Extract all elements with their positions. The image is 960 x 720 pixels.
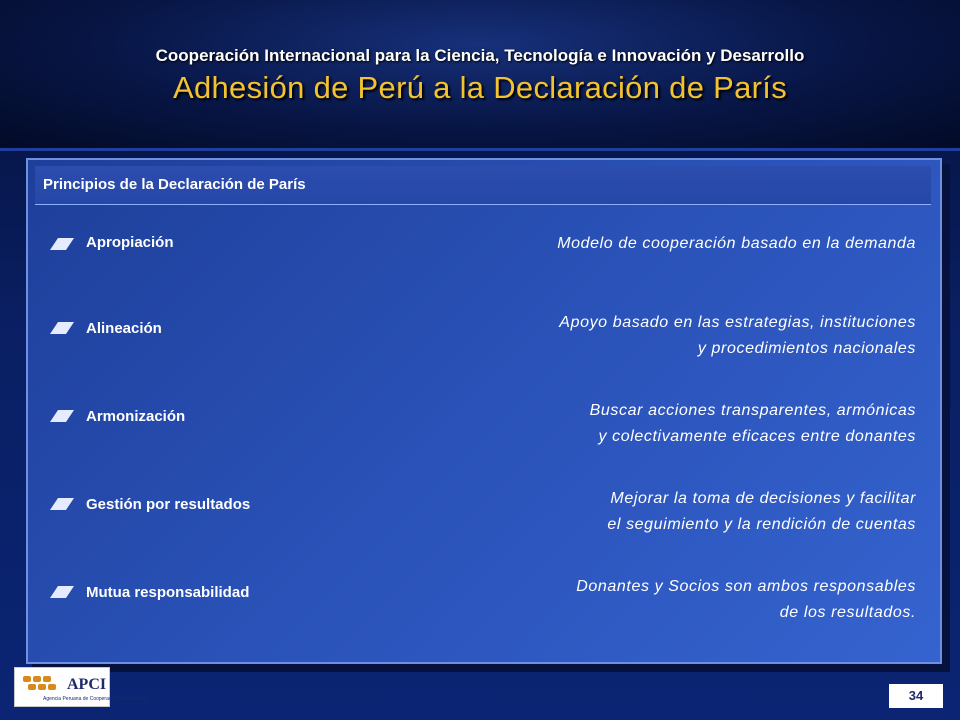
principle-description	[436, 231, 916, 257]
apci-emblem-icon	[21, 674, 63, 694]
principle-description	[436, 398, 916, 450]
logo-text: APCI	[67, 676, 107, 693]
description-line: Modelo de cooperación basado en la demanda	[557, 235, 916, 252]
bullet-icon	[50, 498, 74, 510]
description-line: Mejorar la toma de decisiones y facilitar	[610, 490, 916, 507]
principle-label: Gestión por resultados	[86, 496, 251, 513]
bullet-icon	[50, 586, 74, 598]
slide-subtitle: Cooperación Internacional para la Ciencia, Tecnología e Innovación y Desarrollo	[155, 46, 805, 65]
bullet-icon	[50, 322, 74, 334]
apci-logo	[14, 667, 149, 707]
header-banner	[0, 0, 960, 151]
description-line: Donantes y Socios son ambos responsables	[576, 578, 916, 595]
slide-title: Adhesión de Perú a la Declaración de París	[172, 70, 787, 105]
principle-description	[436, 486, 916, 538]
panel-header	[35, 166, 931, 205]
description-line: y procedimientos nacionales	[697, 340, 916, 357]
panel-title: Principios de la Declaración de París	[43, 176, 306, 193]
principle-label: Apropiación	[86, 234, 174, 251]
logo-subtext: Agencia Peruana de Cooperación Internacional	[43, 696, 149, 702]
principles-panel	[26, 158, 942, 664]
description-line: el seguimiento y la rendición de cuentas	[607, 516, 916, 533]
principle-description	[436, 310, 916, 362]
bullet-icon	[50, 238, 74, 250]
description-line: y colectivamente eficaces entre donantes	[598, 428, 916, 445]
description-line: de los resultados.	[779, 604, 916, 621]
principle-label: Alineación	[86, 320, 162, 337]
description-line: Buscar acciones transparentes, armónicas	[589, 402, 916, 419]
principle-description	[436, 574, 916, 626]
bullet-icon	[50, 410, 74, 422]
principle-label: Mutua responsabilidad	[86, 584, 250, 601]
page-number: 34	[889, 684, 943, 708]
principle-label: Armonización	[86, 408, 186, 425]
description-line: Apoyo basado en las estrategias, instituciones	[559, 314, 916, 331]
